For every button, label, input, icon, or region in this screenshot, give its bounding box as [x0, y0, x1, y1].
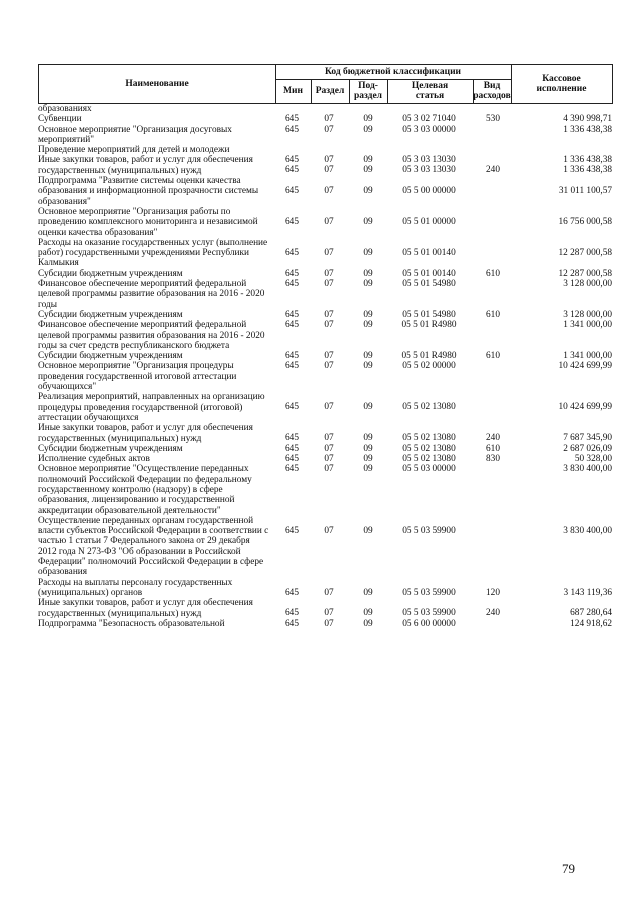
- table-row: [38, 598, 613, 619]
- row-section-code: 07: [324, 464, 334, 475]
- row-name: Осуществление переданных органам государственной власти субъектов Российской Федерации в соответствии с частью 1 статьи 7 Федерального закона от 29 декабря 2012 года N 273-ФЗ "Об образовании в Российской Федерации" полномочий Российской Федерации в сфере образования: [38, 515, 269, 578]
- table-row: [38, 269, 613, 279]
- table-row: [38, 238, 613, 269]
- row-cash-execution: 3 830 400,00: [563, 464, 612, 475]
- row-cash-execution: 3 128 000,00: [563, 279, 612, 290]
- row-expense-type: 530: [486, 114, 500, 125]
- row-cash-execution: 1 341 000,00: [563, 320, 612, 331]
- row-name: Подпрограмма "Безопасность образовательной: [38, 618, 225, 629]
- row-section-code: 07: [324, 155, 334, 166]
- table-row: [38, 464, 613, 515]
- row-cash-execution: 7 687 345,90: [563, 433, 612, 444]
- table-row: [38, 176, 613, 207]
- row-name: Субсидии бюджетным учреждениям: [38, 443, 183, 454]
- row-subsection-code: 09: [363, 124, 373, 135]
- table-row: [38, 444, 613, 454]
- table-row: [38, 454, 613, 464]
- row-section-code: 07: [324, 114, 334, 125]
- row-cash-execution: 687 280,64: [570, 608, 612, 619]
- row-section-code: 07: [324, 454, 334, 465]
- row-name: Субсидии бюджетным учреждениям: [38, 268, 183, 279]
- header-celevaya: [387, 79, 473, 103]
- row-section-code: 07: [324, 165, 334, 176]
- row-name: Финансовое обеспечение мероприятий федеральной целевой программы развитие образования на 2016 - 2020 годы: [38, 279, 265, 310]
- table-row: [38, 619, 613, 629]
- header-celevaya-line2: статья: [415, 91, 445, 101]
- header-kbk: Код бюджетной классификации: [324, 67, 462, 77]
- row-ministry-code: 645: [285, 587, 299, 598]
- row-target-article: 05 5 01 00140: [402, 268, 456, 279]
- row-name: Основное мероприятие "Осуществление переданных полномочий Российской Федерации по федеральному государственному контролю (надзору) в сфере образования, лицензированию и государственной аккредитации образовательной деятельности": [38, 464, 252, 516]
- row-expense-type: 830: [486, 454, 500, 465]
- row-ministry-code: 645: [285, 268, 299, 279]
- row-name: Исполнение судебных актов: [38, 454, 150, 465]
- row-expense-type: 120: [486, 587, 500, 598]
- row-cash-execution: 2 687 026,09: [563, 443, 612, 454]
- row-ministry-code: 645: [285, 114, 299, 125]
- table-row: [38, 104, 613, 114]
- header-podrazdel: [349, 79, 387, 103]
- header-kassa-line2: исполнение: [536, 84, 587, 94]
- row-expense-type: 240: [486, 433, 500, 444]
- row-ministry-code: 645: [285, 608, 299, 619]
- row-target-article: 05 5 01 54980: [402, 309, 456, 320]
- row-cash-execution: 31 011 100,57: [558, 186, 612, 197]
- row-section-code: 07: [324, 525, 334, 536]
- row-ministry-code: 645: [285, 525, 299, 536]
- row-target-article: 05 5 03 59900: [402, 587, 456, 598]
- row-ministry-code: 645: [285, 165, 299, 176]
- row-subsection-code: 09: [363, 443, 373, 454]
- row-ministry-code: 645: [285, 320, 299, 331]
- header-vid: [473, 79, 511, 103]
- row-name: Субвенции: [38, 114, 82, 125]
- header-name: Наименование: [125, 79, 189, 89]
- row-target-article: 05 3 03 00000: [402, 124, 456, 135]
- row-section-code: 07: [324, 608, 334, 619]
- row-cash-execution: 1 336 438,38: [563, 155, 612, 166]
- row-target-article: 05 5 02 00000: [402, 361, 456, 372]
- row-name: Подпрограмма "Развитие системы оценки качества образования и информационной прозрачности системы образования": [38, 176, 259, 207]
- row-section-code: 07: [324, 279, 334, 290]
- header-razdel: Раздел: [315, 86, 345, 96]
- row-target-article: 05 3 03 13030: [402, 155, 456, 166]
- row-name: Расходы на оказание государственных услуг (выполнение работ) государственными учреждениями Республики Калмыкия: [38, 237, 268, 269]
- row-cash-execution: 3 143 119,36: [563, 587, 612, 598]
- table-row: [38, 423, 613, 444]
- header-min: Мин: [283, 86, 303, 96]
- row-subsection-code: 09: [363, 454, 373, 465]
- table-row: [38, 361, 613, 392]
- row-cash-execution: 10 424 699,99: [558, 361, 612, 372]
- row-expense-type: 610: [486, 351, 500, 362]
- header-kassa: [511, 65, 612, 103]
- row-subsection-code: 09: [363, 361, 373, 372]
- row-subsection-code: 09: [363, 216, 373, 227]
- row-target-article: 05 5 03 59900: [402, 608, 456, 619]
- row-cash-execution: 124 918,62: [570, 618, 612, 629]
- row-ministry-code: 645: [285, 186, 299, 197]
- row-cash-execution: 1 336 438,38: [563, 165, 612, 176]
- row-target-article: 05 5 02 13080: [402, 433, 456, 444]
- header-podrazdel-line1: Под-: [358, 81, 378, 91]
- row-target-article: 05 3 02 71040: [402, 114, 456, 125]
- row-section-code: 07: [324, 402, 334, 413]
- row-ministry-code: 645: [285, 247, 299, 258]
- row-cash-execution: 4 390 998,71: [563, 114, 612, 125]
- header-podrazdel-line2: раздел: [353, 91, 383, 101]
- row-cash-execution: 1 336 438,38: [563, 124, 612, 135]
- row-section-code: 07: [324, 124, 334, 135]
- header-kassa-line1: Кассовое: [542, 74, 581, 84]
- row-expense-type: 610: [486, 309, 500, 320]
- row-name: Иные закупки товаров, работ и услуг для обеспечения государственных (муниципальных) нужд: [38, 155, 253, 176]
- row-ministry-code: 645: [285, 443, 299, 454]
- row-section-code: 07: [324, 320, 334, 331]
- row-subsection-code: 09: [363, 165, 373, 176]
- row-subsection-code: 09: [363, 186, 373, 197]
- row-subsection-code: 09: [363, 351, 373, 362]
- table-row: [38, 392, 613, 423]
- row-target-article: 05 5 03 00000: [402, 464, 456, 475]
- row-subsection-code: 09: [363, 309, 373, 320]
- table-row: [38, 155, 613, 176]
- row-section-code: 07: [324, 268, 334, 279]
- row-target-article: 05 5 02 13080: [402, 402, 456, 413]
- row-section-code: 07: [324, 309, 334, 320]
- table-row: [38, 320, 613, 351]
- table-row: [38, 125, 613, 146]
- row-target-article: 05 5 01 00000: [402, 216, 456, 227]
- row-cash-execution: 3 128 000,00: [563, 309, 612, 320]
- row-section-code: 07: [324, 361, 334, 372]
- table-row: [38, 578, 613, 599]
- row-expense-type: 240: [486, 165, 500, 176]
- row-target-article: 05 5 00 00000: [402, 186, 456, 197]
- row-target-article: 05 5 01 54980: [402, 279, 456, 290]
- row-cash-execution: 10 424 699,99: [558, 402, 612, 413]
- row-subsection-code: 09: [363, 320, 373, 331]
- row-target-article: 05 3 03 13030: [402, 165, 456, 176]
- row-section-code: 07: [324, 247, 334, 258]
- table-row: [38, 114, 613, 124]
- row-expense-type: 240: [486, 608, 500, 619]
- row-section-code: 07: [324, 433, 334, 444]
- table-row: [38, 310, 613, 320]
- row-ministry-code: 645: [285, 155, 299, 166]
- row-subsection-code: 09: [363, 114, 373, 125]
- row-subsection-code: 09: [363, 402, 373, 413]
- header-vid-line1: Вид: [483, 81, 501, 91]
- row-ministry-code: 645: [285, 309, 299, 320]
- row-ministry-code: 645: [285, 124, 299, 135]
- table-row: [38, 279, 613, 310]
- table-row: [38, 351, 613, 361]
- row-ministry-code: 645: [285, 454, 299, 465]
- row-section-code: 07: [324, 351, 334, 362]
- row-ministry-code: 645: [285, 361, 299, 372]
- row-subsection-code: 09: [363, 618, 373, 629]
- row-name: Субсидии бюджетным учреждениям: [38, 351, 183, 362]
- row-target-article: 05 5 03 59900: [402, 525, 456, 536]
- table-row: [38, 207, 613, 238]
- row-ministry-code: 645: [285, 433, 299, 444]
- row-section-code: 07: [324, 587, 334, 598]
- page-number: 79: [562, 861, 575, 876]
- table-body: [38, 104, 613, 629]
- row-cash-execution: 50 328,00: [574, 454, 612, 465]
- row-target-article: 05 5 01 R4980: [401, 320, 457, 331]
- row-ministry-code: 645: [285, 351, 299, 362]
- row-target-article: 05 5 01 R4980: [401, 351, 457, 362]
- row-expense-type: 610: [486, 443, 500, 454]
- row-name: Основное мероприятие "Организация процедуры проведения государственной итоговой аттестации обучающихся": [38, 361, 237, 393]
- row-section-code: 07: [324, 618, 334, 629]
- row-subsection-code: 09: [363, 155, 373, 166]
- row-target-article: 05 5 01 00140: [402, 247, 456, 258]
- row-subsection-code: 09: [363, 268, 373, 279]
- row-target-article: 05 5 02 13080: [402, 454, 456, 465]
- table-row: [38, 516, 613, 578]
- row-name: Финансовое обеспечение мероприятий федеральной целевой программы развития образования на 2016 - 2020 годы за счет средств республиканского бюджета: [38, 320, 265, 351]
- row-subsection-code: 09: [363, 279, 373, 290]
- row-target-article: 05 6 00 00000: [402, 618, 456, 629]
- header-vid-line2: расходов: [473, 91, 511, 101]
- row-cash-execution: 16 756 000,58: [558, 216, 612, 227]
- row-section-code: 07: [324, 186, 334, 197]
- row-subsection-code: 09: [363, 608, 373, 619]
- row-subsection-code: 09: [363, 433, 373, 444]
- header-celevaya-line1: Целевая: [411, 81, 449, 91]
- row-subsection-code: 09: [363, 247, 373, 258]
- row-subsection-code: 09: [363, 464, 373, 475]
- row-name: Иные закупки товаров, работ и услуг для обеспечения государственных (муниципальных) нужд: [38, 423, 253, 444]
- row-cash-execution: 12 287 000,58: [558, 268, 612, 279]
- row-subsection-code: 09: [363, 587, 373, 598]
- row-cash-execution: 3 830 400,00: [563, 525, 612, 536]
- row-name: Основное мероприятие "Организация работы по проведению комплексного мониторинга и независимой оценки качества образования": [38, 206, 258, 238]
- row-cash-execution: 1 341 000,00: [563, 351, 612, 362]
- row-name: Субсидии бюджетным учреждениям: [38, 309, 183, 320]
- row-expense-type: 610: [486, 268, 500, 279]
- row-name: образованиях: [38, 104, 92, 114]
- row-name: Основное мероприятие "Организация досуговых мероприятий": [38, 124, 232, 145]
- row-subsection-code: 09: [363, 525, 373, 536]
- row-name: Расходы на выплаты персоналу государственных (муниципальных) органов: [38, 577, 233, 598]
- row-ministry-code: 645: [285, 464, 299, 475]
- row-section-code: 07: [324, 216, 334, 227]
- row-ministry-code: 645: [285, 402, 299, 413]
- row-ministry-code: 645: [285, 618, 299, 629]
- row-ministry-code: 645: [285, 279, 299, 290]
- row-name: Реализация мероприятий, направленных на организацию процедуры проведения государственной (итоговой) аттестации обучающихся: [38, 392, 265, 423]
- row-section-code: 07: [324, 443, 334, 454]
- table-header: [38, 64, 613, 104]
- row-cash-execution: 12 287 000,58: [558, 247, 612, 258]
- row-target-article: 05 5 02 13080: [402, 443, 456, 454]
- row-ministry-code: 645: [285, 216, 299, 227]
- row-name: Проведение мероприятий для детей и молодежи: [38, 145, 230, 156]
- row-name: Иные закупки товаров, работ и услуг для обеспечения государственных (муниципальных) нужд: [38, 598, 253, 619]
